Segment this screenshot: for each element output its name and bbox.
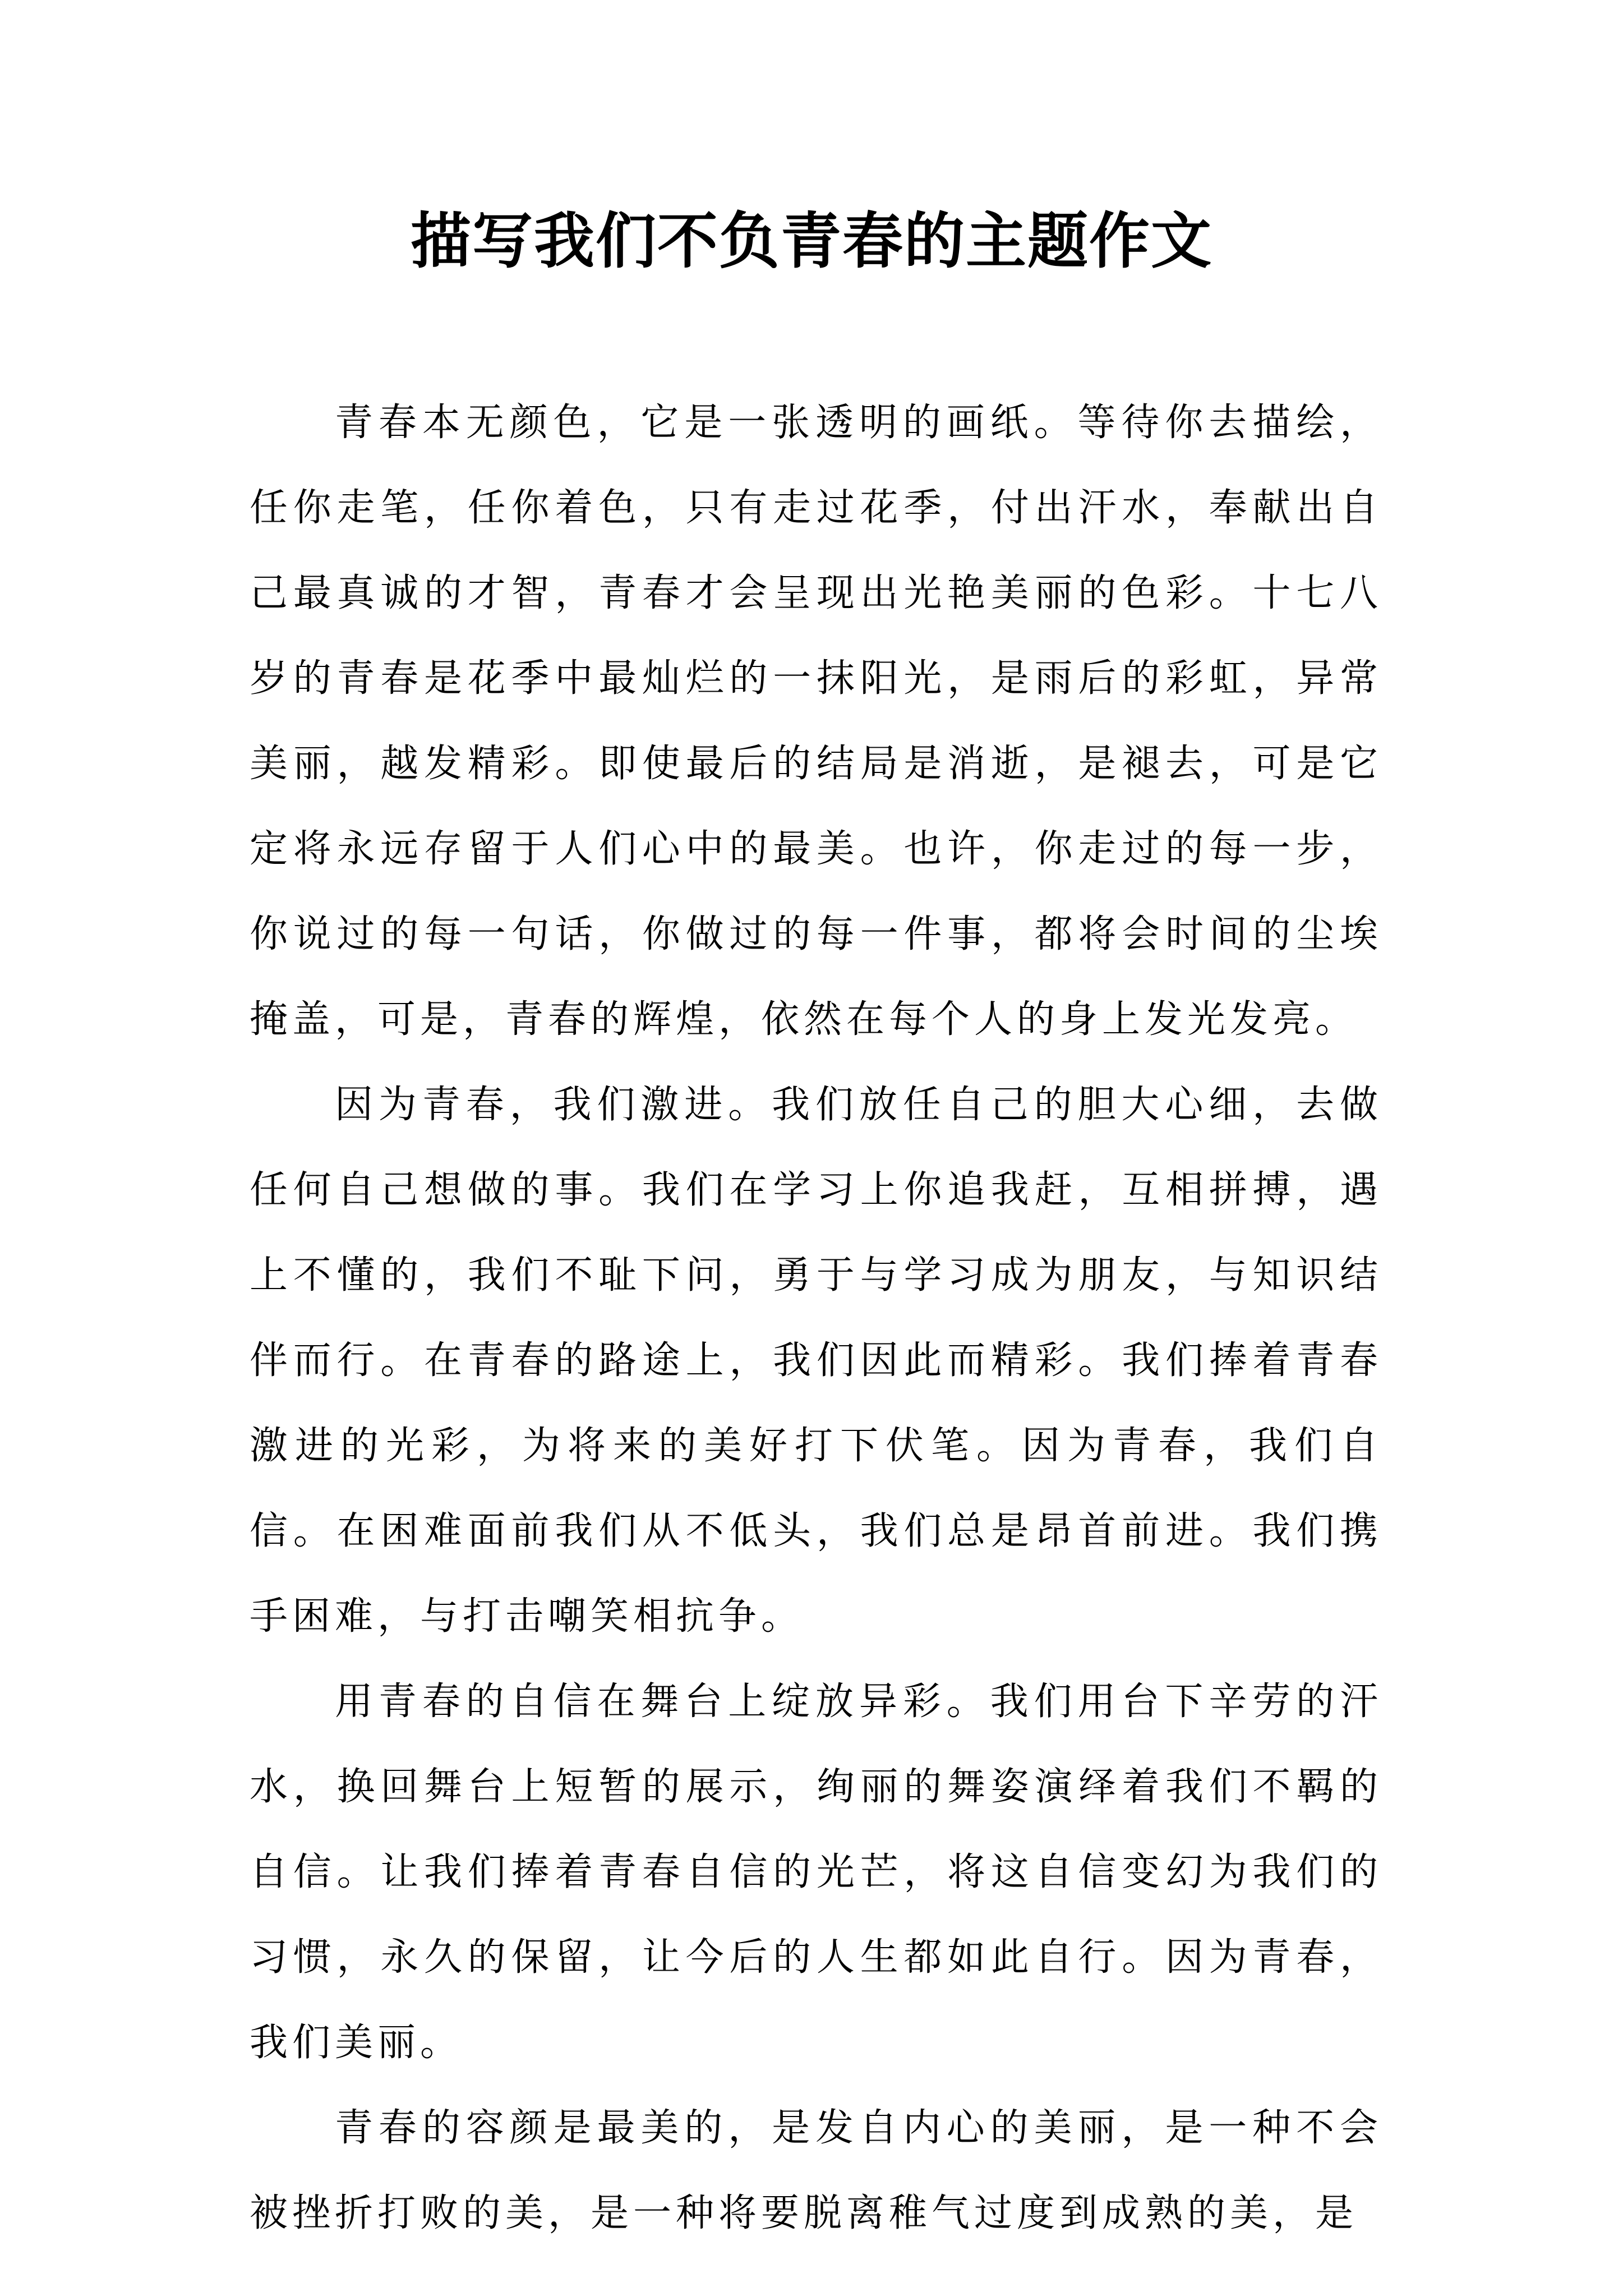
document-body: [250, 380, 1382, 2256]
document-title: 描写我们不负青春的主题作文: [410, 206, 1212, 277]
body-paragraph-4: 青春的容颜是最美的，是发自内心的美丽，是一种不会被挫折打败的美，是一种将要脱离稚气过度到成熟的美，是: [250, 2106, 1382, 2235]
body-paragraph-3: 用青春的自信在舞台上绽放异彩。我们用台下辛劳的汗水，换回舞台上短暂的展示，绚丽的舞姿演绎着我们不羁的自信。让我们捧着青春自信的光芒，将这自信变幻为我们的习惯，永久的保留，让今后的人生都如此自行。因为青春，我们美丽。: [250, 1680, 1382, 2065]
body-paragraph-2: 因为青春，我们激进。我们放任自己的胆大心细，去做任何自己想做的事。我们在学习上你追我赶，互相拼搏，遇上不懂的，我们不耻下问，勇于与学习成为朋友，与知识结伴而行。在青春的路途上，我们因此而精彩。我们捧着青春激进的光彩，为将来的美好打下伏笔。因为青春，我们自信。在困难面前我们从不低头，我们总是昂首前进。我们携手困难，与打击嘲笑相抗争。: [250, 1083, 1382, 1639]
body-paragraph-1: 青春本无颜色，它是一张透明的画纸。等待你去描绘，任你走笔，任你着色，只有走过花季，付出汗水，奉献出自己最真诚的才智，青春才会呈现出光艳美丽的色彩。十七八岁的青春是花季中最灿烂的一抹阳光，是雨后的彩虹，异常美丽，越发精彩。即使最后的结局是消逝，是褪去，可是它定将永远存留于人们心中的最美。也许，你走过的每一步，你说过的每一句话，你做过的每一件事，都将会时间的尘埃掩盖，可是，青春的辉煌，依然在每个人的身上发光发亮。: [250, 401, 1382, 1042]
